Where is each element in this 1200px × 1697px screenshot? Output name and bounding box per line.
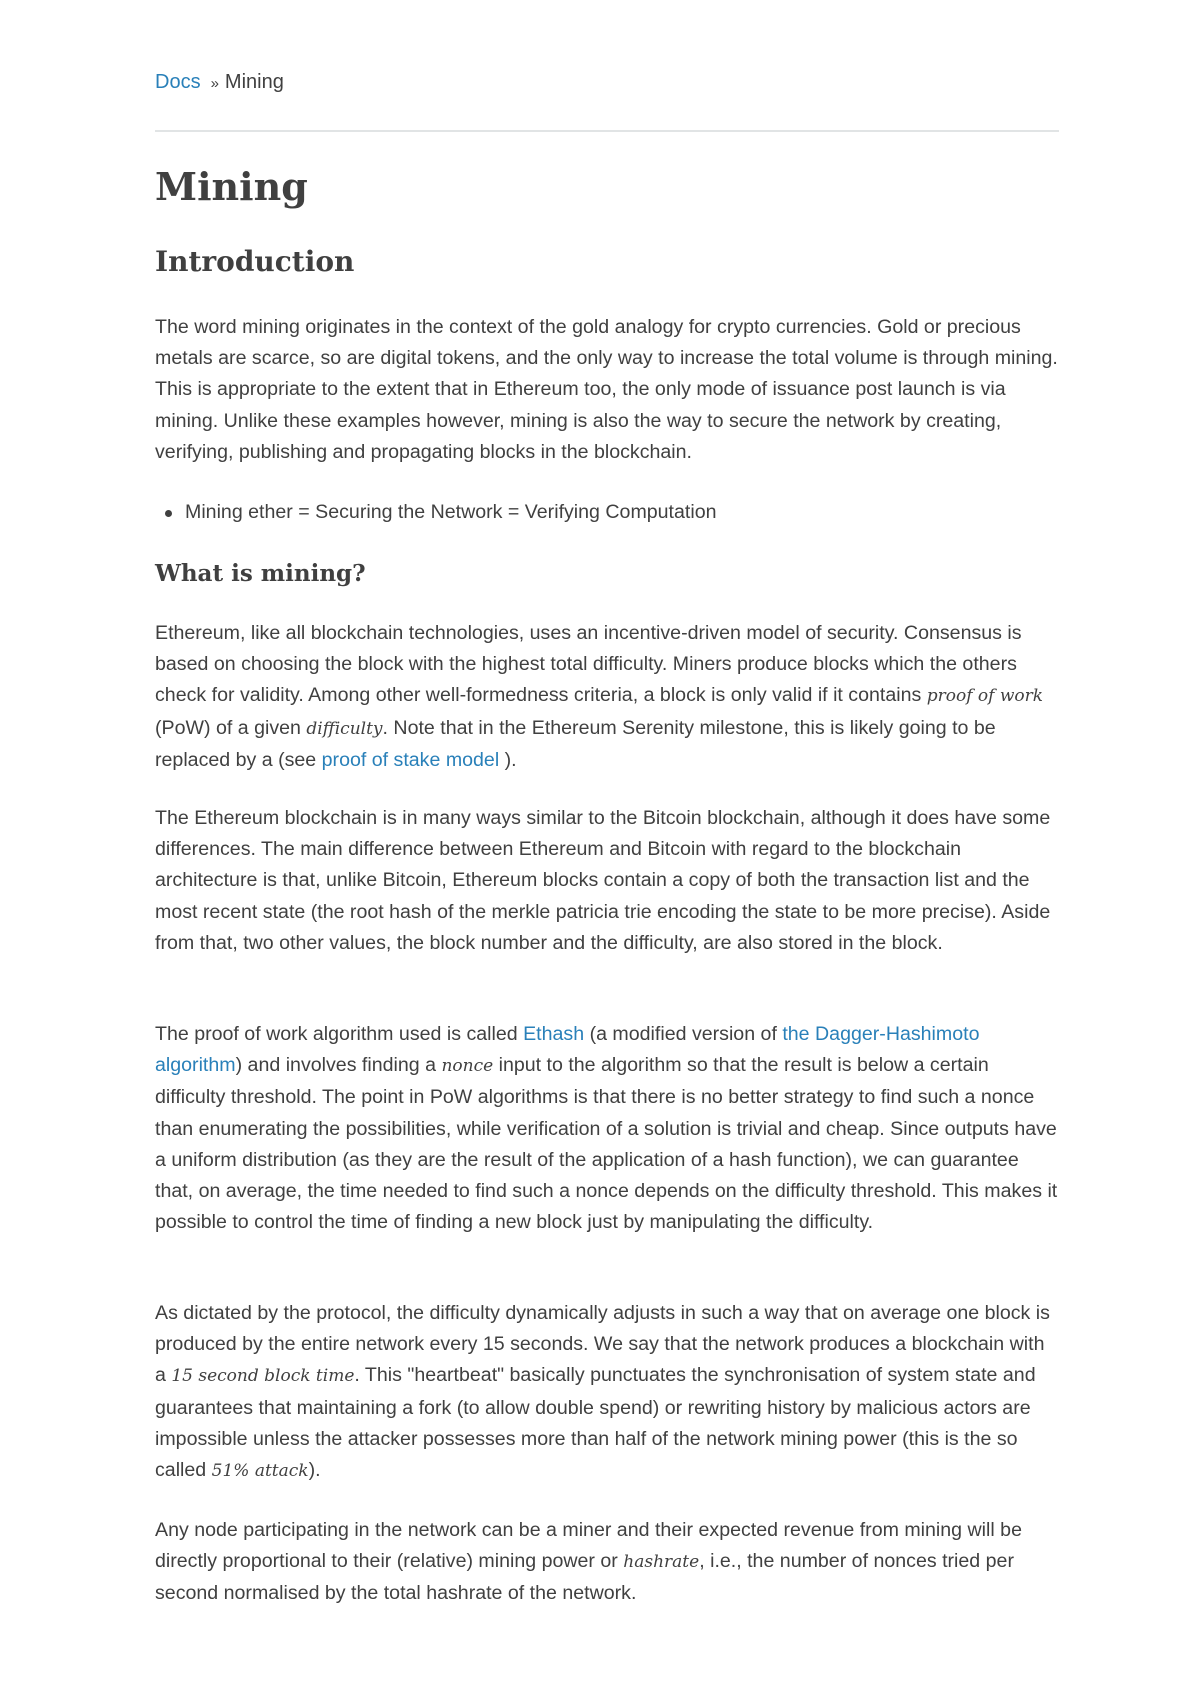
- intro-paragraph: The word mining originates in the context of the gold analogy for crypto currencies. Gold or precious metals are scarce, so are digital tokens, and the only way to increase the total volume is through mining. This is appropriate to the extent that in Ethereum too, the only mode of issuance post launch is via mining. Unlike these examples however, mining is also the way to secure the network by creating, verifying, publishing and propagating blocks in the blockchain.: [155, 316, 1058, 463]
- text-run: Ethereum, like all blockchain technologies, uses an incentive-driven model of security. Consensus is based on choosing the block with the highest total difficulty. Miners produce blocks which the others check for validity. Among other well-formedness criteria, a block is only valid if it contains: [155, 622, 1022, 707]
- breadcrumb-home-link[interactable]: Docs: [155, 71, 201, 93]
- header-divider: [155, 130, 1059, 132]
- text-run: ).: [499, 748, 517, 771]
- proof-of-stake-link[interactable]: proof of stake model: [321, 748, 500, 771]
- text-run: As dictated by the protocol, the difficulty dynamically adjusts in such a way that on average one block is produced by the entire network every 15 seconds. We say that the network produces a blockchain with a: [155, 1302, 1050, 1387]
- term-15-second-block-time: 15 second block time: [171, 1366, 355, 1387]
- list-item: [155, 497, 717, 528]
- ethash-link[interactable]: Ethash: [523, 1023, 585, 1045]
- text-run: ).: [308, 1459, 321, 1482]
- breadcrumb-separator: »: [210, 75, 219, 92]
- text-run: (a modified version of: [584, 1023, 783, 1045]
- term-hashrate: hashrate: [623, 1552, 700, 1573]
- text-run: (PoW) of a given: [155, 716, 307, 739]
- term-difficulty: difficulty: [306, 718, 383, 739]
- mining-paragraph-2: The Ethereum blockchain is in many ways similar to the Bitcoin blockchain, although it does have some differences. The main difference between Ethereum and Bitcoin with regard to the blockchain architecture is that, unlike Bitcoin, Ethereum blocks contain a copy of both the transaction list and the most recent state (the root hash of the merkle patricia trie encoding the state to be more precise). Aside from that, two other values, the block number and the difficulty, are also stored in the block.: [155, 807, 1051, 954]
- section-heading-what-is-mining: What is mining?: [155, 560, 366, 587]
- list-item-text: Mining ether = Securing the Network = Verifying Computation: [185, 501, 717, 523]
- breadcrumb-current: Mining: [224, 71, 284, 93]
- text-run: input to the algorithm so that the result is below a certain difficulty threshold. The point in PoW algorithms is that there is no better strategy to find such a nonce than enumerating the possibilities, while verification of a solution is trivial and cheap. Since outputs have a uniform distribution (as they are the result of the application of a hash function), we can guarantee that, on average, the time needed to find such a nonce depends on the difficulty threshold. This makes it possible to control the time of finding a new block just by manipulating the difficulty.: [155, 1054, 1058, 1234]
- bullet-icon: [165, 510, 172, 517]
- term-proof-of-work: proof of work: [926, 686, 1044, 707]
- page-title: Mining: [155, 164, 308, 209]
- text-run: Any node participating in the network can be a miner and their expected revenue from mining will be directly proportional to their (relative) mining power or: [155, 1519, 1022, 1573]
- term-51-attack: 51% attack: [211, 1461, 309, 1482]
- dagger-hashimoto-link[interactable]: the Dagger-Hashimoto algorithm: [155, 1023, 980, 1077]
- term-nonce: nonce: [441, 1056, 494, 1077]
- text-run: , i.e., the number of nonces tried per second normalised by the total hashrate of the network.: [155, 1550, 1014, 1605]
- breadcrumb: [155, 68, 284, 98]
- intro-bullet-list: [155, 497, 717, 528]
- mining-paragraph-5: [155, 1515, 1059, 1610]
- text-run: . This "heartbeat" basically punctuates the synchronisation of system state and guarantees that maintaining a fork (to allow double spend) or rewriting history by malicious actors are impossible unless the attacker possesses more than half of the network mining power (this is the so called: [155, 1364, 1036, 1482]
- mining-paragraph-1: [155, 618, 1059, 776]
- section-heading-introduction: Introduction: [155, 245, 355, 278]
- text-run: The proof of work algorithm used is called: [155, 1023, 524, 1045]
- mining-paragraph-3: [155, 1019, 1059, 1238]
- text-run: . Note that in the Ethereum Serenity milestone, this is likely going to be replaced by a (see: [155, 716, 996, 771]
- mining-paragraph-4: [155, 1298, 1059, 1487]
- text-run: ) and involves finding a: [235, 1054, 442, 1077]
